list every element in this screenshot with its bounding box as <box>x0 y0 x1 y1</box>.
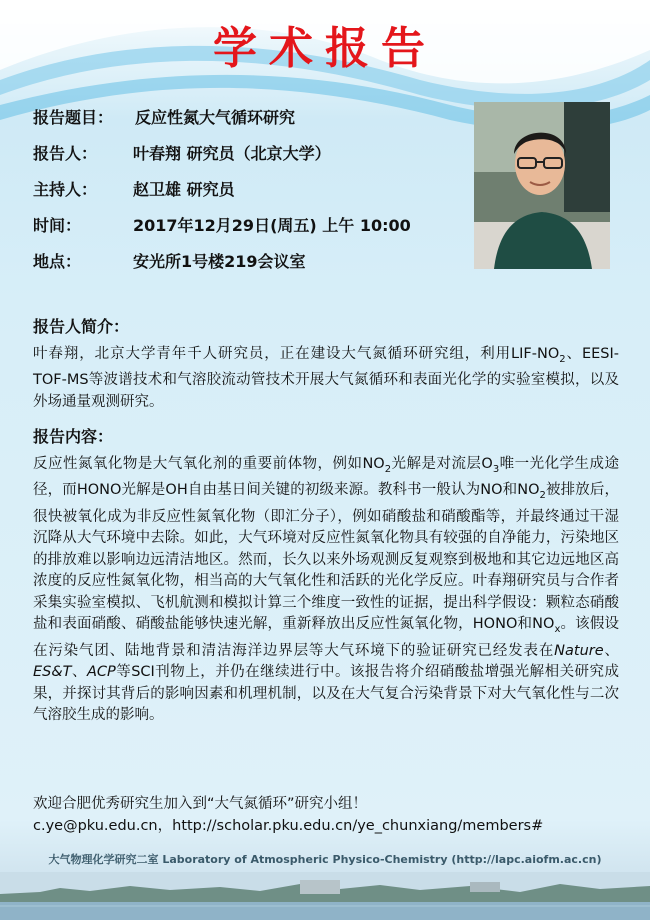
time-label: 时间： <box>33 215 82 235</box>
page-title: 学术报告 <box>213 23 437 74</box>
time-value: 2017年12月29日(周五) 上午 10:00 <box>133 215 411 235</box>
info-block <box>33 98 411 278</box>
speaker-row <box>33 134 411 170</box>
host-row <box>33 170 411 206</box>
footer-lab-info: 大气物理化学研究二室 Laboratory of Atmospheric Physico-Chemistry (http://lapc.aiofm.ac.cn) <box>48 853 602 866</box>
bio-text-2: 、EESI-TOF-MS等波谱技术和气溶胶流动管技术开展大气氮循环和表面光化学的实验室模拟，以及外场通量观测研究。 <box>33 346 619 410</box>
content-heading: 报告内容： <box>33 427 114 446</box>
content-text-8: 等SCI刊物上，并仍在继续进行中。该报告将介绍硝酸盐增强光解相关研究成果，并探讨其背后的影响因素和机理机制，以及在大气复合污染背景下对大气氧化性与二次气溶胶生成的影响。 <box>33 664 619 724</box>
topic-label: 报告题目： <box>33 107 114 127</box>
content-paragraph <box>33 454 619 727</box>
welcome-text: 欢迎合肥优秀研究生加入到“大气氮循环”研究小组！ <box>33 796 368 812</box>
content-sub-1: 2 <box>384 463 392 475</box>
content-text-1: 反应性氮氧化物是大气氧化剂的重要前体物，例如NO <box>33 456 385 472</box>
host-value: 赵卫雄 研究员 <box>133 179 235 199</box>
bio-heading: 报告人简介： <box>33 317 130 336</box>
topic-row <box>33 98 411 134</box>
lakeside-skyline-image <box>0 872 650 920</box>
content-sub-2: 3 <box>492 463 500 475</box>
time-row <box>33 206 411 242</box>
contact-text: c.ye@pku.edu.cn，http://scholar.pku.edu.cn/ye_chunxiang/members# <box>33 818 544 834</box>
host-label: 主持人： <box>33 179 98 199</box>
place-value: 安光所1号楼219会议室 <box>133 251 306 271</box>
content-text-2: 光解是对流层O <box>391 456 493 472</box>
content-text-7: 、 <box>71 664 87 681</box>
place-row <box>33 242 411 278</box>
content-text-4: 被排放后，很快被氧化成为非反应性氮氧化物（即汇分子），例如硝酸盐和硝酸酯等，并最终通过干湿沉降从大气环境中去除。如此，大气环境对反应性氮氧化物具有较强的自净能力，污染地区的排放难以影响边远清洁地区。然而，长久以来外场观测反复观察到极地和其它边远地区高浓度的反应性氮氧化物，相当高的大气氧化性和活跃的光化学反应。叶春翔研究员与合作者采集实验室模拟、飞机航测和模拟计算三个维度一致性的证据，提出科学假设：颗粒态硝酸盐和表面硝酸、硝酸盐能够快速光解，重新释放出反应性氮氧化物，HONO和NO <box>33 482 619 633</box>
content-text-6: 、 <box>603 642 620 659</box>
bio-sub-1: 2 <box>559 353 566 365</box>
content-sub-4: x <box>554 624 561 636</box>
place-label: 地点： <box>33 251 82 271</box>
journal-nature: Nature <box>554 642 604 659</box>
speaker-value: 叶春翔 研究员（北京大学） <box>133 143 331 163</box>
speaker-photo <box>474 102 610 269</box>
bio-paragraph <box>33 344 619 413</box>
content-text-3: 唯一光化学生成途径，而HONO光解是OH自由基日间关键的初级来源。教科书一般认为NO和NO <box>33 456 619 499</box>
content-text-5: 。该假设在污染气团、陆地背景和清洁海洋边界层等大气环境下的验证研究已经发表在 <box>33 616 619 659</box>
journal-acp: ACP <box>86 664 116 681</box>
content-sub-3: 2 <box>539 490 546 502</box>
topic-value: 反应性氮大气循环研究 <box>135 107 296 127</box>
speaker-label: 报告人： <box>33 143 98 163</box>
bio-text-1: 叶春翔，北京大学青年千人研究员，正在建设大气氮循环研究组，利用LIF-NO <box>33 346 560 362</box>
journal-est: ES&T <box>33 664 72 681</box>
